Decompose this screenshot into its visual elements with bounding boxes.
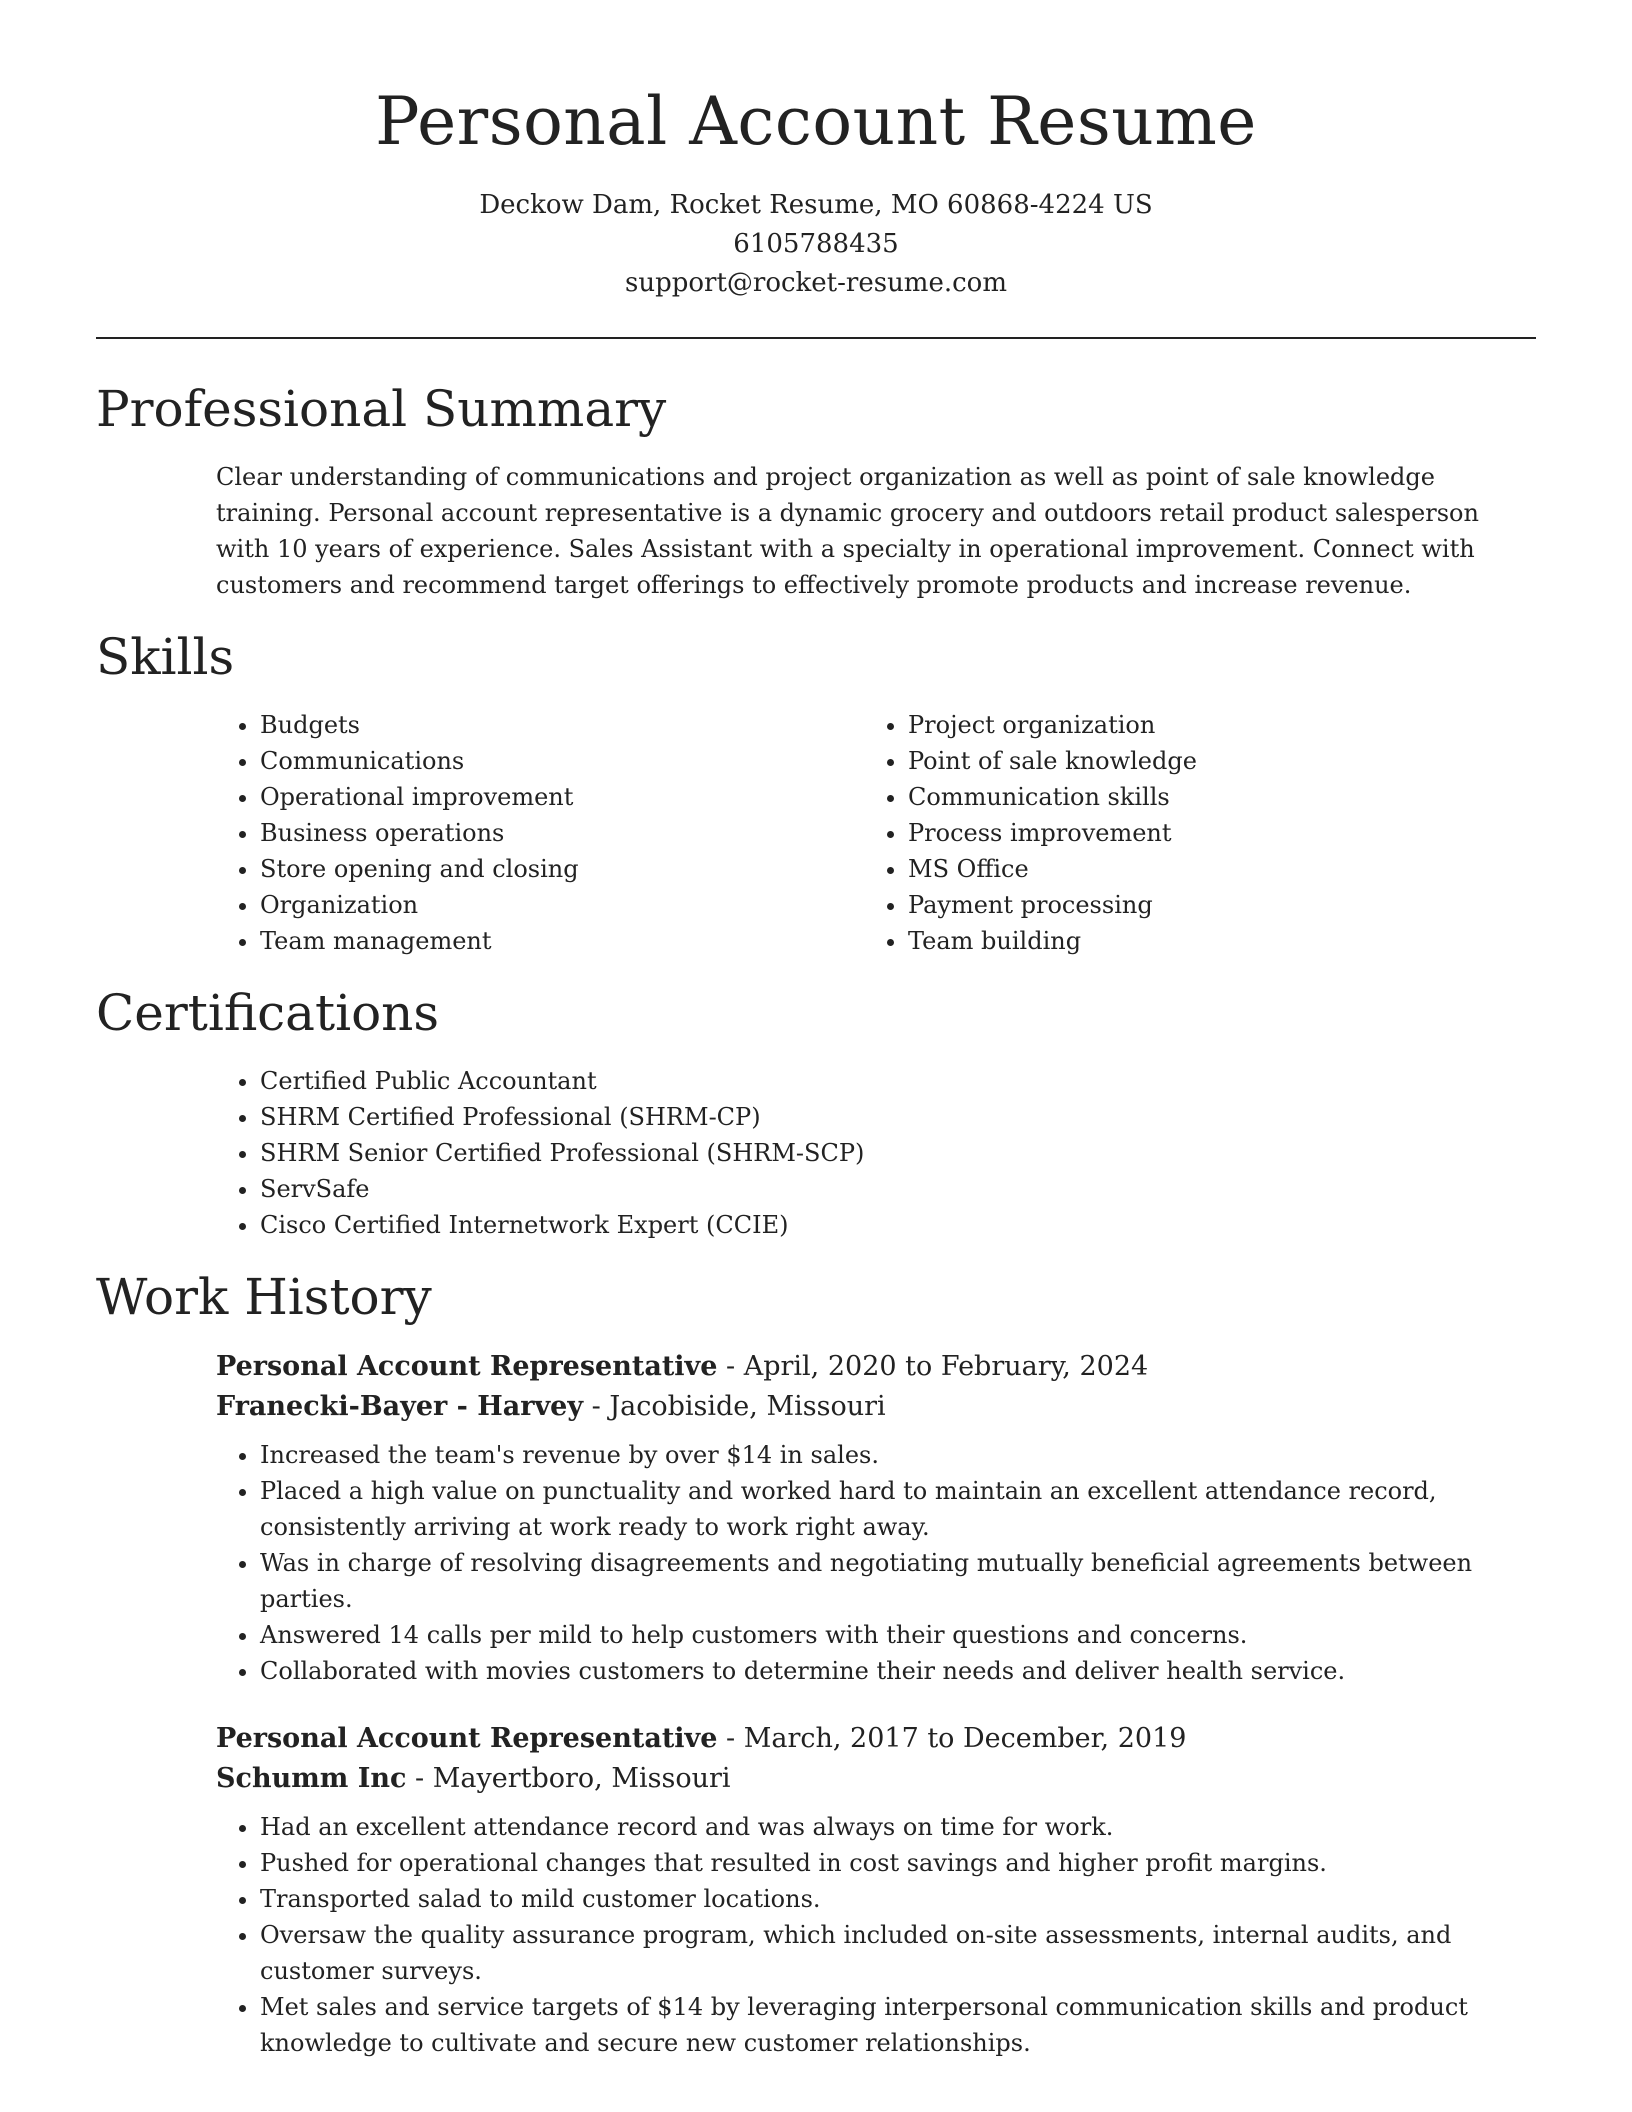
job-title: Personal Account Representative bbox=[216, 1350, 718, 1382]
certification-item: • Cisco Certified Internetwork Expert (CCIE) bbox=[260, 1207, 1536, 1243]
skill-item: • Payment processing bbox=[908, 887, 1512, 923]
job-title-line bbox=[216, 1347, 1536, 1387]
skill-item: • Budgets bbox=[260, 707, 864, 743]
skill-item: • Business operations bbox=[260, 815, 864, 851]
certifications-section bbox=[96, 983, 1536, 1243]
job-title: Personal Account Representative bbox=[216, 1722, 718, 1754]
resume-title: Personal Account Resume bbox=[375, 83, 1257, 160]
skill-item: • Project organization bbox=[908, 707, 1512, 743]
job-bullets bbox=[216, 1437, 1536, 1689]
job-bullet: • Met sales and service targets of $14 by leveraging interpersonal communication skills and product knowledge to cultivate and secure new customer relationships. bbox=[260, 1989, 1536, 2061]
skills-heading: Skills bbox=[96, 627, 235, 686]
job-entry bbox=[216, 1347, 1536, 1427]
job-title-line bbox=[216, 1719, 1536, 1759]
skill-item: • Operational improvement bbox=[260, 779, 864, 815]
skills-section bbox=[96, 627, 1536, 959]
contact-email: support@rocket-resume.com bbox=[624, 267, 1007, 298]
job-dates: - April, 2020 to February, 2024 bbox=[717, 1350, 1149, 1382]
certifications-block bbox=[216, 1063, 1536, 1243]
skill-item: • Team building bbox=[908, 923, 1512, 959]
job-bullet: • Placed a high value on punctuality and worked hard to maintain an excellent attendance record, consistently arriving at work ready to work right away. bbox=[260, 1473, 1536, 1545]
job-bullet: • Pushed for operational changes that resulted in cost savings and higher profit margins. bbox=[260, 1845, 1536, 1881]
skills-list-left bbox=[216, 707, 864, 959]
skill-item: • Communications bbox=[260, 743, 864, 779]
job-location: - Mayertboro, Missouri bbox=[406, 1762, 731, 1794]
job-entry bbox=[216, 1719, 1536, 1799]
resume-header bbox=[96, 0, 1536, 303]
skills-list-right bbox=[864, 707, 1512, 959]
skill-item: • Communication skills bbox=[908, 779, 1512, 815]
skill-item: • Store opening and closing bbox=[260, 851, 864, 887]
job-company-line bbox=[216, 1387, 1536, 1427]
job-company-line bbox=[216, 1759, 1536, 1799]
skills-columns bbox=[216, 707, 1536, 959]
summary-heading: Professional Summary bbox=[96, 379, 667, 438]
work-history-heading: Work History bbox=[96, 1267, 432, 1326]
job-bullet: • Increased the team's revenue by over $14 in sales. bbox=[260, 1437, 1536, 1473]
contact-phone: 6105788435 bbox=[733, 228, 899, 259]
summary-text: Clear understanding of communications and project organization as well as point of sale knowledge training. Personal account representative is a dynamic grocery and outdoors retail product salesperson with 10 years of experience. Sales Assistant with a specialty in operational improvement. Connect with customers and recommend target offerings to effectively promote products and increase revenue. bbox=[216, 462, 1479, 599]
skill-item: • Team management bbox=[260, 923, 864, 959]
job-bullet: • Had an excellent attendance record and was always on time for work. bbox=[260, 1809, 1536, 1845]
job-bullet: • Was in charge of resolving disagreements and negotiating mutually beneficial agreements between parties. bbox=[260, 1545, 1536, 1617]
certifications-heading: Certifications bbox=[96, 983, 440, 1042]
certification-item: • SHRM Senior Certified Professional (SHRM-SCP) bbox=[260, 1135, 1536, 1171]
certification-item: • ServSafe bbox=[260, 1171, 1536, 1207]
job-bullet: • Oversaw the quality assurance program, which included on-site assessments, internal audits, and customer surveys. bbox=[260, 1917, 1536, 1989]
summary-section bbox=[96, 379, 1536, 603]
job-dates: - March, 2017 to December, 2019 bbox=[717, 1722, 1187, 1754]
job-bullets-block bbox=[216, 1809, 1536, 2061]
certifications-list bbox=[216, 1063, 1536, 1243]
job-bullets bbox=[216, 1809, 1536, 2061]
job-bullet: • Collaborated with movies customers to determine their needs and deliver health service. bbox=[260, 1653, 1536, 1689]
contact-block bbox=[96, 186, 1536, 303]
job-company: Schumm Inc bbox=[216, 1762, 407, 1794]
job-bullets-block bbox=[216, 1437, 1536, 1689]
skill-item: • MS Office bbox=[908, 851, 1512, 887]
skills-column-right bbox=[864, 707, 1512, 959]
work-history-section bbox=[96, 1267, 1536, 2061]
header-divider bbox=[96, 337, 1536, 339]
job-bullet: • Transported salad to mild customer locations. bbox=[260, 1881, 1536, 1917]
certification-item: • SHRM Certified Professional (SHRM-CP) bbox=[260, 1099, 1536, 1135]
skill-item: • Process improvement bbox=[908, 815, 1512, 851]
skills-column-left bbox=[216, 707, 864, 959]
job-bullet: • Answered 14 calls per mild to help customers with their questions and concerns. bbox=[260, 1617, 1536, 1653]
job-company: Franecki-Bayer - Harvey bbox=[216, 1390, 584, 1422]
skill-item: • Organization bbox=[260, 887, 864, 923]
skill-item: • Point of sale knowledge bbox=[908, 743, 1512, 779]
job-location: - Jacobiside, Missouri bbox=[583, 1390, 886, 1422]
certification-item: • Certified Public Accountant bbox=[260, 1063, 1536, 1099]
contact-address: Deckow Dam, Rocket Resume, MO 60868-4224 US bbox=[479, 189, 1153, 220]
